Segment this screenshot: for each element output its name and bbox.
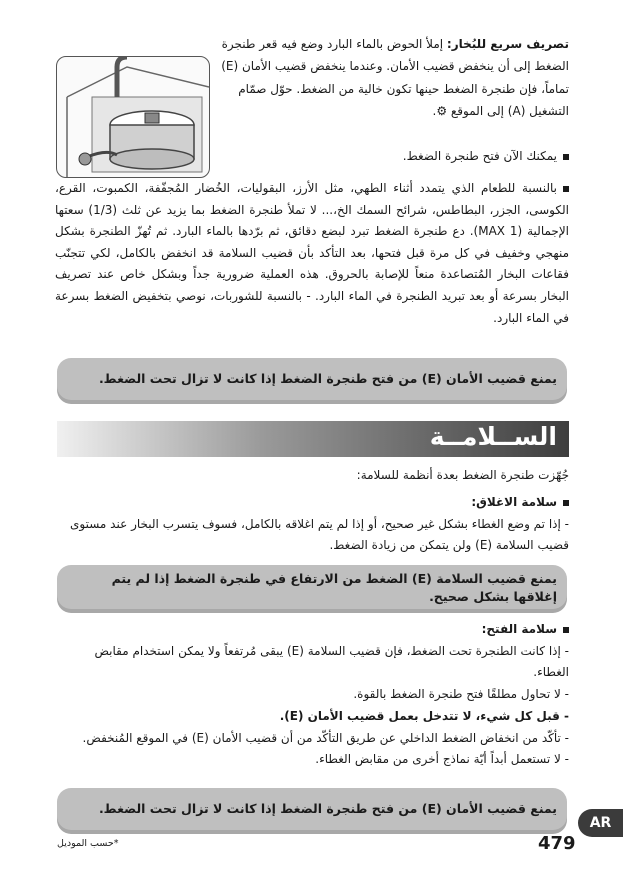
warning-text-2: يمنع قضيب السلامة (E) الضغط من الارتفاع في طنجرة الضغط إذا لم يتم إغلاقها بشكل صحيح. bbox=[111, 571, 557, 604]
opening-item: قبل كل شيء، لا تتدخل بعمل قضيب الأمان (E). bbox=[279, 708, 560, 723]
quick-steam-release-text: إملأ الحوض بالماء البارد وضع فيه قعر طنجرة الضغط إلى أن ينخفض قضيب الأمان. وعندما ينخفض قضيب الأمان (E) تماماً، فإن طنجرة الضغط حينها تكون خالية من الضغط. حوّل صمّام التشغيل (A) إلى الموقع ⚙. bbox=[221, 37, 569, 118]
opening-item: إذا كانت الطنجرة تحت الضغط، فإن قضيب السلامة (E) يبقى مُرتفعاً ولا يمكن استخدام مقابض الغطاء. bbox=[94, 643, 569, 680]
page-number: 479 bbox=[538, 833, 576, 854]
safety-intro-text: جُهّزت طنجرة الضغط بعدة أنظمة للسلامة: bbox=[356, 468, 569, 482]
language-tab: AR bbox=[578, 809, 623, 837]
safety-heading: الســلامــة bbox=[429, 422, 557, 451]
opening-item: لا تستعمل أبداً أيّة نماذج أخرى من مقابض الغطاء. bbox=[315, 752, 561, 767]
opening-safety-title: سلامة الفتح: bbox=[481, 622, 557, 636]
warning-text-1: يمنع قضيب الأمان (E) من فتح طنجرة الضغط إذا كانت لا تزال تحت الضغط. bbox=[98, 371, 557, 386]
closing-safety-section: سلامة الاغلاق: - إذا تم وضع الغطاء بشكل غير صحيح، أو إذا لم يتم اغلاقه بالكامل، فسوف يتسرب البخار عند مستوى قضيب السلامة (E) ولن يتمكن من زيادة الضغط. bbox=[70, 495, 569, 552]
opening-safety-section: سلامة الفتح: - إذا كانت الطنجرة تحت الضغط، فإن قضيب السلامة (E) يبقى مُرتفعاً ولا يمكن استخدام مقابض الغطاء. - لا تحاول مطلقًا فتح طنجرة الضغط بالقوة. - قبل كل شيء، لا تتدخل بعمل قضيب الأمان (E). - تأكّد من انخفاض الضغط الداخلي عن طريق التأكّد من أن قضيب الأمان (E) في الموقع المُنخفض. - لا تستعمل أبداً أيّة نماذج أخرى من مقابض الغطاء. bbox=[82, 622, 569, 767]
safety-intro bbox=[300, 465, 569, 485]
bullet-open-now bbox=[300, 146, 569, 166]
bullet-expanding-food bbox=[55, 178, 569, 329]
sink-cooling-illustration bbox=[56, 56, 210, 178]
bullet-icon bbox=[563, 186, 569, 192]
closing-safety-title: سلامة الاغلاق: bbox=[471, 495, 557, 509]
warning-box-1 bbox=[57, 358, 567, 400]
opening-item: لا تحاول مطلقًا فتح طنجرة الضغط بالقوة. bbox=[353, 687, 561, 702]
closing-safety-item: إذا تم وضع الغطاء بشكل غير صحيح، أو إذا لم يتم اغلاقه بالكامل، فسوف يتسرب البخار عند مستوى قضيب السلامة (E) ولن يتمكن من زيادة الضغط. bbox=[70, 516, 569, 552]
footnote: *حسب الموديل bbox=[57, 838, 119, 849]
bullet-icon bbox=[563, 627, 569, 633]
quick-steam-release-title: تصريف سريع للبُخار: bbox=[446, 37, 569, 51]
opening-item: تأكّد من انخفاض الضغط الداخلي عن طريق التأكّد من أن قضيب الأمان (E) في الموقع المُنخفض. bbox=[82, 730, 561, 745]
safety-heading-bar bbox=[57, 421, 569, 457]
warning-box-3 bbox=[57, 788, 567, 830]
expanding-food-text: بالنسبة للطعام الذي يتمدد أثناء الطهي، مثل الأرز، البقوليات، الخُضار المُجفّفة، الكمبوت، القرع، الكوسى، الجزر، البطاطس، شرائح السمك الخ،... لا تملأ طنجرة الضغط بما يزيد عن ثلث (1/3) سعتها الإجمالية (MAX 1). دع طنجرة الضغط تبرد لبضع دقائق، ثم برّدها بالماء البارد. ثم تُهزّ الطنجرة بشكل منهجي وخفيف في كل مرة قبل فتحها، بعد التأكد بأن قضيب السلامة قد انخفض بالكامل، لكي تتجنّب فقاعات البخار المُتصاعدة منعاً للإصابة بالحروق. هذه العملية ضرورية جداً وبشكل خاص عند تصريف البخار بسرعة أو بعد تبريد الطنجرة في الماء البارد. - بالنسبة للشوربات، نوصي بتخفيض الضغط بسرعة في الماء البارد. bbox=[55, 181, 570, 325]
warning-text-3: يمنع قضيب الأمان (E) من فتح طنجرة الضغط إذا كانت لا تزال تحت الضغط. bbox=[98, 801, 557, 816]
bullet-icon bbox=[563, 154, 569, 160]
quick-steam-release-paragraph bbox=[212, 33, 569, 122]
bullet-icon bbox=[563, 500, 569, 506]
open-now-text: يمكنك الآن فتح طنجرة الضغط. bbox=[402, 149, 557, 163]
warning-box-2 bbox=[57, 565, 567, 609]
